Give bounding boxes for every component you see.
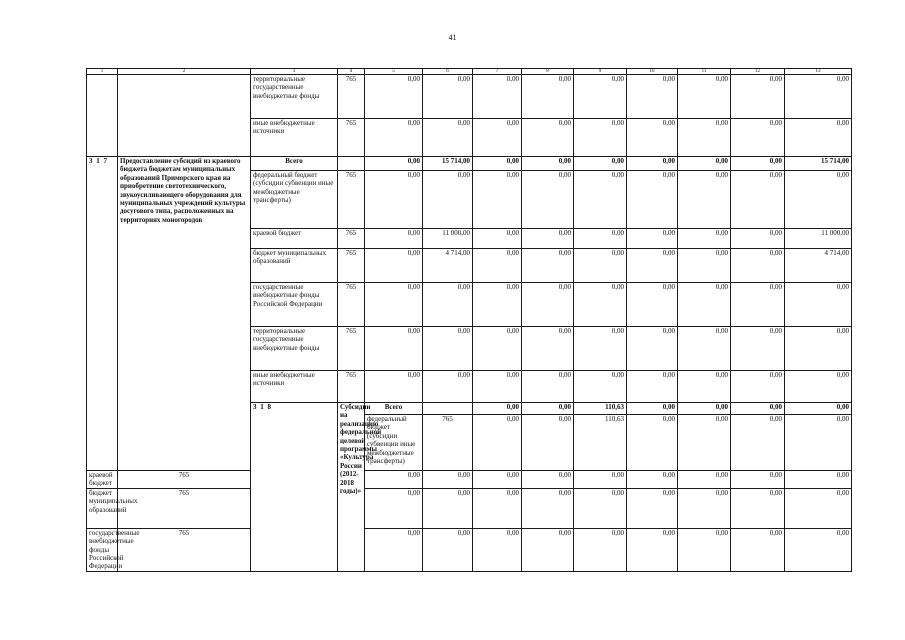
amount-cell: 0,00 [365,171,423,229]
amount-cell: 0,00 [574,327,627,371]
amount-cell: 0,00 [678,249,731,283]
amount-cell: 0,00 [731,327,785,371]
col-number: 13 [785,69,852,75]
budget-code [423,403,473,415]
amount-cell: 0,00 [785,415,852,471]
amount-cell: 4 714,00 [423,249,473,283]
amount-cell: 0,00 [678,528,731,571]
amount-cell: 0,00 [473,403,522,415]
amount-cell: 0,00 [731,471,785,489]
budget-code: 765 [338,249,365,283]
amount-cell: 0,00 [522,229,574,249]
amount-cell: 0,00 [473,229,522,249]
amount-cell: 0,00 [365,488,423,528]
amount-cell: 0,00 [574,171,627,229]
col-number: 5 [365,69,423,75]
amount-cell: 0,00 [731,229,785,249]
amount-cell: 0,00 [473,528,522,571]
amount-cell: 0,00 [473,75,522,119]
col-number: 2 [118,69,251,75]
funding-source: государственные внебюджетные фонды Российской Федерации [87,528,118,571]
funding-source: иные внебюджетные источники [251,119,338,157]
amount-cell: 0,00 [522,249,574,283]
amount-cell: 0,00 [731,371,785,403]
amount-cell: 0,00 [522,75,574,119]
amount-cell: 11 000,00 [785,229,852,249]
amount-cell: 0,00 [627,283,678,327]
amount-cell: 0,00 [574,119,627,157]
table-row [87,488,852,528]
amount-cell: 0,00 [522,415,574,471]
amount-cell: 0,00 [731,157,785,171]
amount-cell: 0,00 [365,229,423,249]
amount-cell: 0,00 [574,283,627,327]
amount-cell: 0,00 [574,371,627,403]
budget-code: 765 [338,229,365,249]
budget-table [86,68,852,572]
amount-cell: 0,00 [627,327,678,371]
amount-cell: 0,00 [473,371,522,403]
amount-cell: 0,00 [574,75,627,119]
amount-cell: 0,00 [785,488,852,528]
funding-source: территориальные государственные внебюджетные фонды [251,327,338,371]
amount-cell: 0,00 [574,249,627,283]
amount-cell: 0,00 [473,471,522,489]
amount-cell: 0,00 [785,528,852,571]
amount-cell: 0,00 [423,75,473,119]
amount-cell: 0,00 [522,171,574,229]
amount-cell: 11 000,00 [423,229,473,249]
amount-cell: 0,00 [522,403,574,415]
budget-code: 765 [338,75,365,119]
amount-cell: 0,00 [522,371,574,403]
amount-cell: 0,00 [574,157,627,171]
funding-source: бюджет муниципальных образований [87,488,118,528]
amount-cell: 0,00 [678,283,731,327]
amount-cell: 0,00 [731,403,785,415]
col-number: 12 [731,69,785,75]
budget-code: 765 [118,528,251,571]
amount-cell: 0,00 [678,327,731,371]
amount-cell: 0,00 [522,119,574,157]
funding-source: Всего [251,157,338,171]
amount-cell: 0,00 [522,283,574,327]
amount-cell: 0,00 [627,75,678,119]
budget-code: 765 [338,327,365,371]
item-name: Субсидии на реализацию федеральной целевой программы «Культура России (2012-2018 годы)» [338,403,365,572]
amount-cell: 0,00 [522,528,574,571]
amount-cell: 0,00 [522,471,574,489]
amount-cell: 15 714,00 [423,157,473,171]
amount-cell: 0,00 [678,488,731,528]
table-body [87,69,852,572]
amount-cell: 0,00 [365,75,423,119]
amount-cell: 0,00 [678,471,731,489]
amount-cell: 0,00 [473,157,522,171]
amount-cell: 0,00 [678,371,731,403]
funding-source: краевой бюджет [251,229,338,249]
amount-cell: 0,00 [365,528,423,571]
budget-code: 765 [118,488,251,528]
amount-cell: 0,00 [423,171,473,229]
col-number: 3 [251,69,338,75]
budget-code: 765 [338,371,365,403]
amount-cell: 0,00 [423,371,473,403]
funding-source: федеральный бюджет (субсидии субвенции иные межбюджетные трансферты) [365,415,423,471]
table-row [87,471,852,489]
amount-cell: 0,00 [473,249,522,283]
amount-cell: 0,00 [731,488,785,528]
amount-cell: 0,00 [731,171,785,229]
funding-source: Всего [365,403,423,415]
amount-cell: 0,00 [731,75,785,119]
funding-source: территориальные государственные внебюджетные фонды [251,75,338,119]
amount-cell: 0,00 [473,171,522,229]
amount-cell: 0,00 [678,157,731,171]
budget-code: 765 [423,415,473,471]
amount-cell: 0,00 [731,249,785,283]
col-number: 8 [522,69,574,75]
funding-source: краевой бюджет [87,471,118,489]
amount-cell: 0,00 [522,327,574,371]
amount-cell: 0,00 [785,471,852,489]
amount-cell: 0,00 [423,528,473,571]
funding-source: государственные внебюджетные фонды Российской Федерации [251,283,338,327]
amount-cell: 4 714,00 [785,249,852,283]
amount-cell: 0,00 [365,471,423,489]
amount-cell: 0,00 [785,283,852,327]
amount-cell: 0,00 [678,403,731,415]
amount-cell: 110,63 [574,403,627,415]
amount-cell: 0,00 [731,283,785,327]
amount-cell: 15 714,00 [785,157,852,171]
col-number: 4 [338,69,365,75]
amount-cell: 0,00 [627,415,678,471]
amount-cell: 0,00 [522,157,574,171]
amount-cell: 0,00 [731,415,785,471]
page-number: 41 [448,33,457,42]
amount-cell: 0,00 [574,488,627,528]
amount-cell: 0,00 [678,415,731,471]
amount-cell: 0,00 [574,471,627,489]
amount-cell: 0,00 [473,327,522,371]
item-name-cell [118,75,251,157]
budget-code: 765 [338,171,365,229]
amount-cell: 0,00 [627,488,678,528]
amount-cell: 0,00 [731,119,785,157]
item-number: 3 1 7 [87,157,118,471]
col-number: 10 [627,69,678,75]
budget-code: 765 [338,283,365,327]
amount-cell: 0,00 [785,371,852,403]
amount-cell: 0,00 [522,488,574,528]
amount-cell: 0,00 [423,488,473,528]
funding-source: иные внебюджетные источники [251,371,338,403]
amount-cell: 0,00 [473,119,522,157]
amount-cell: 0,00 [627,371,678,403]
amount-cell: 0,00 [785,171,852,229]
amount-cell: 0,00 [627,171,678,229]
amount-cell: 0,00 [423,119,473,157]
amount-cell: 0,00 [627,119,678,157]
amount-cell: 0,00 [365,371,423,403]
amount-cell: 0,00 [473,488,522,528]
amount-cell: 0,00 [678,119,731,157]
table-row [87,75,852,119]
col-number: 11 [678,69,731,75]
item-number-cell [87,75,118,157]
budget-code: 765 [338,119,365,157]
amount-cell: 0,00 [365,327,423,371]
amount-cell: 0,00 [365,249,423,283]
amount-cell: 0,00 [785,403,852,415]
amount-cell: 0,00 [423,283,473,327]
amount-cell: 0,00 [627,157,678,171]
col-number: 9 [574,69,627,75]
funding-source: бюджет муниципальных образований [251,249,338,283]
amount-cell: 0,00 [678,229,731,249]
amount-cell: 0,00 [785,119,852,157]
amount-cell: 0,00 [678,75,731,119]
item-number: 3 1 8 [251,403,338,572]
amount-cell: 0,00 [785,327,852,371]
amount-cell: 0,00 [423,471,473,489]
amount-cell: 0,00 [627,249,678,283]
col-number: 1 [87,69,118,75]
budget-code: 765 [118,471,251,489]
budget-code [338,157,365,171]
amount-cell: 0,00 [473,415,522,471]
amount-cell: 0,00 [627,403,678,415]
table-row-total [87,157,852,171]
col-number: 7 [473,69,522,75]
amount-cell: 0,00 [731,528,785,571]
amount-cell: 0,00 [365,283,423,327]
amount-cell: 0,00 [365,119,423,157]
amount-cell: 0,00 [423,327,473,371]
amount-cell: 0,00 [627,229,678,249]
amount-cell: 0,00 [785,75,852,119]
amount-cell: 0,00 [627,471,678,489]
amount-cell: 110,63 [574,415,627,471]
amount-cell: 0,00 [365,157,423,171]
table-row [87,528,852,571]
amount-cell: 0,00 [627,528,678,571]
amount-cell: 0,00 [678,171,731,229]
col-number: 6 [423,69,473,75]
amount-cell: 0,00 [473,283,522,327]
item-name: Предоставление субсидий из краевого бюджета бюджетам муниципальных образований Приморского края на приобретение светотехнического, звукоусиливающего оборудования для муниципальных учреждений культуры досугового типа, расположенных на территориях моногородов [118,157,251,471]
amount-cell: 0,00 [574,528,627,571]
funding-source: федеральный бюджет (субсидии субвенции иные межбюджетные трансферты) [251,171,338,229]
amount-cell: 0,00 [574,229,627,249]
